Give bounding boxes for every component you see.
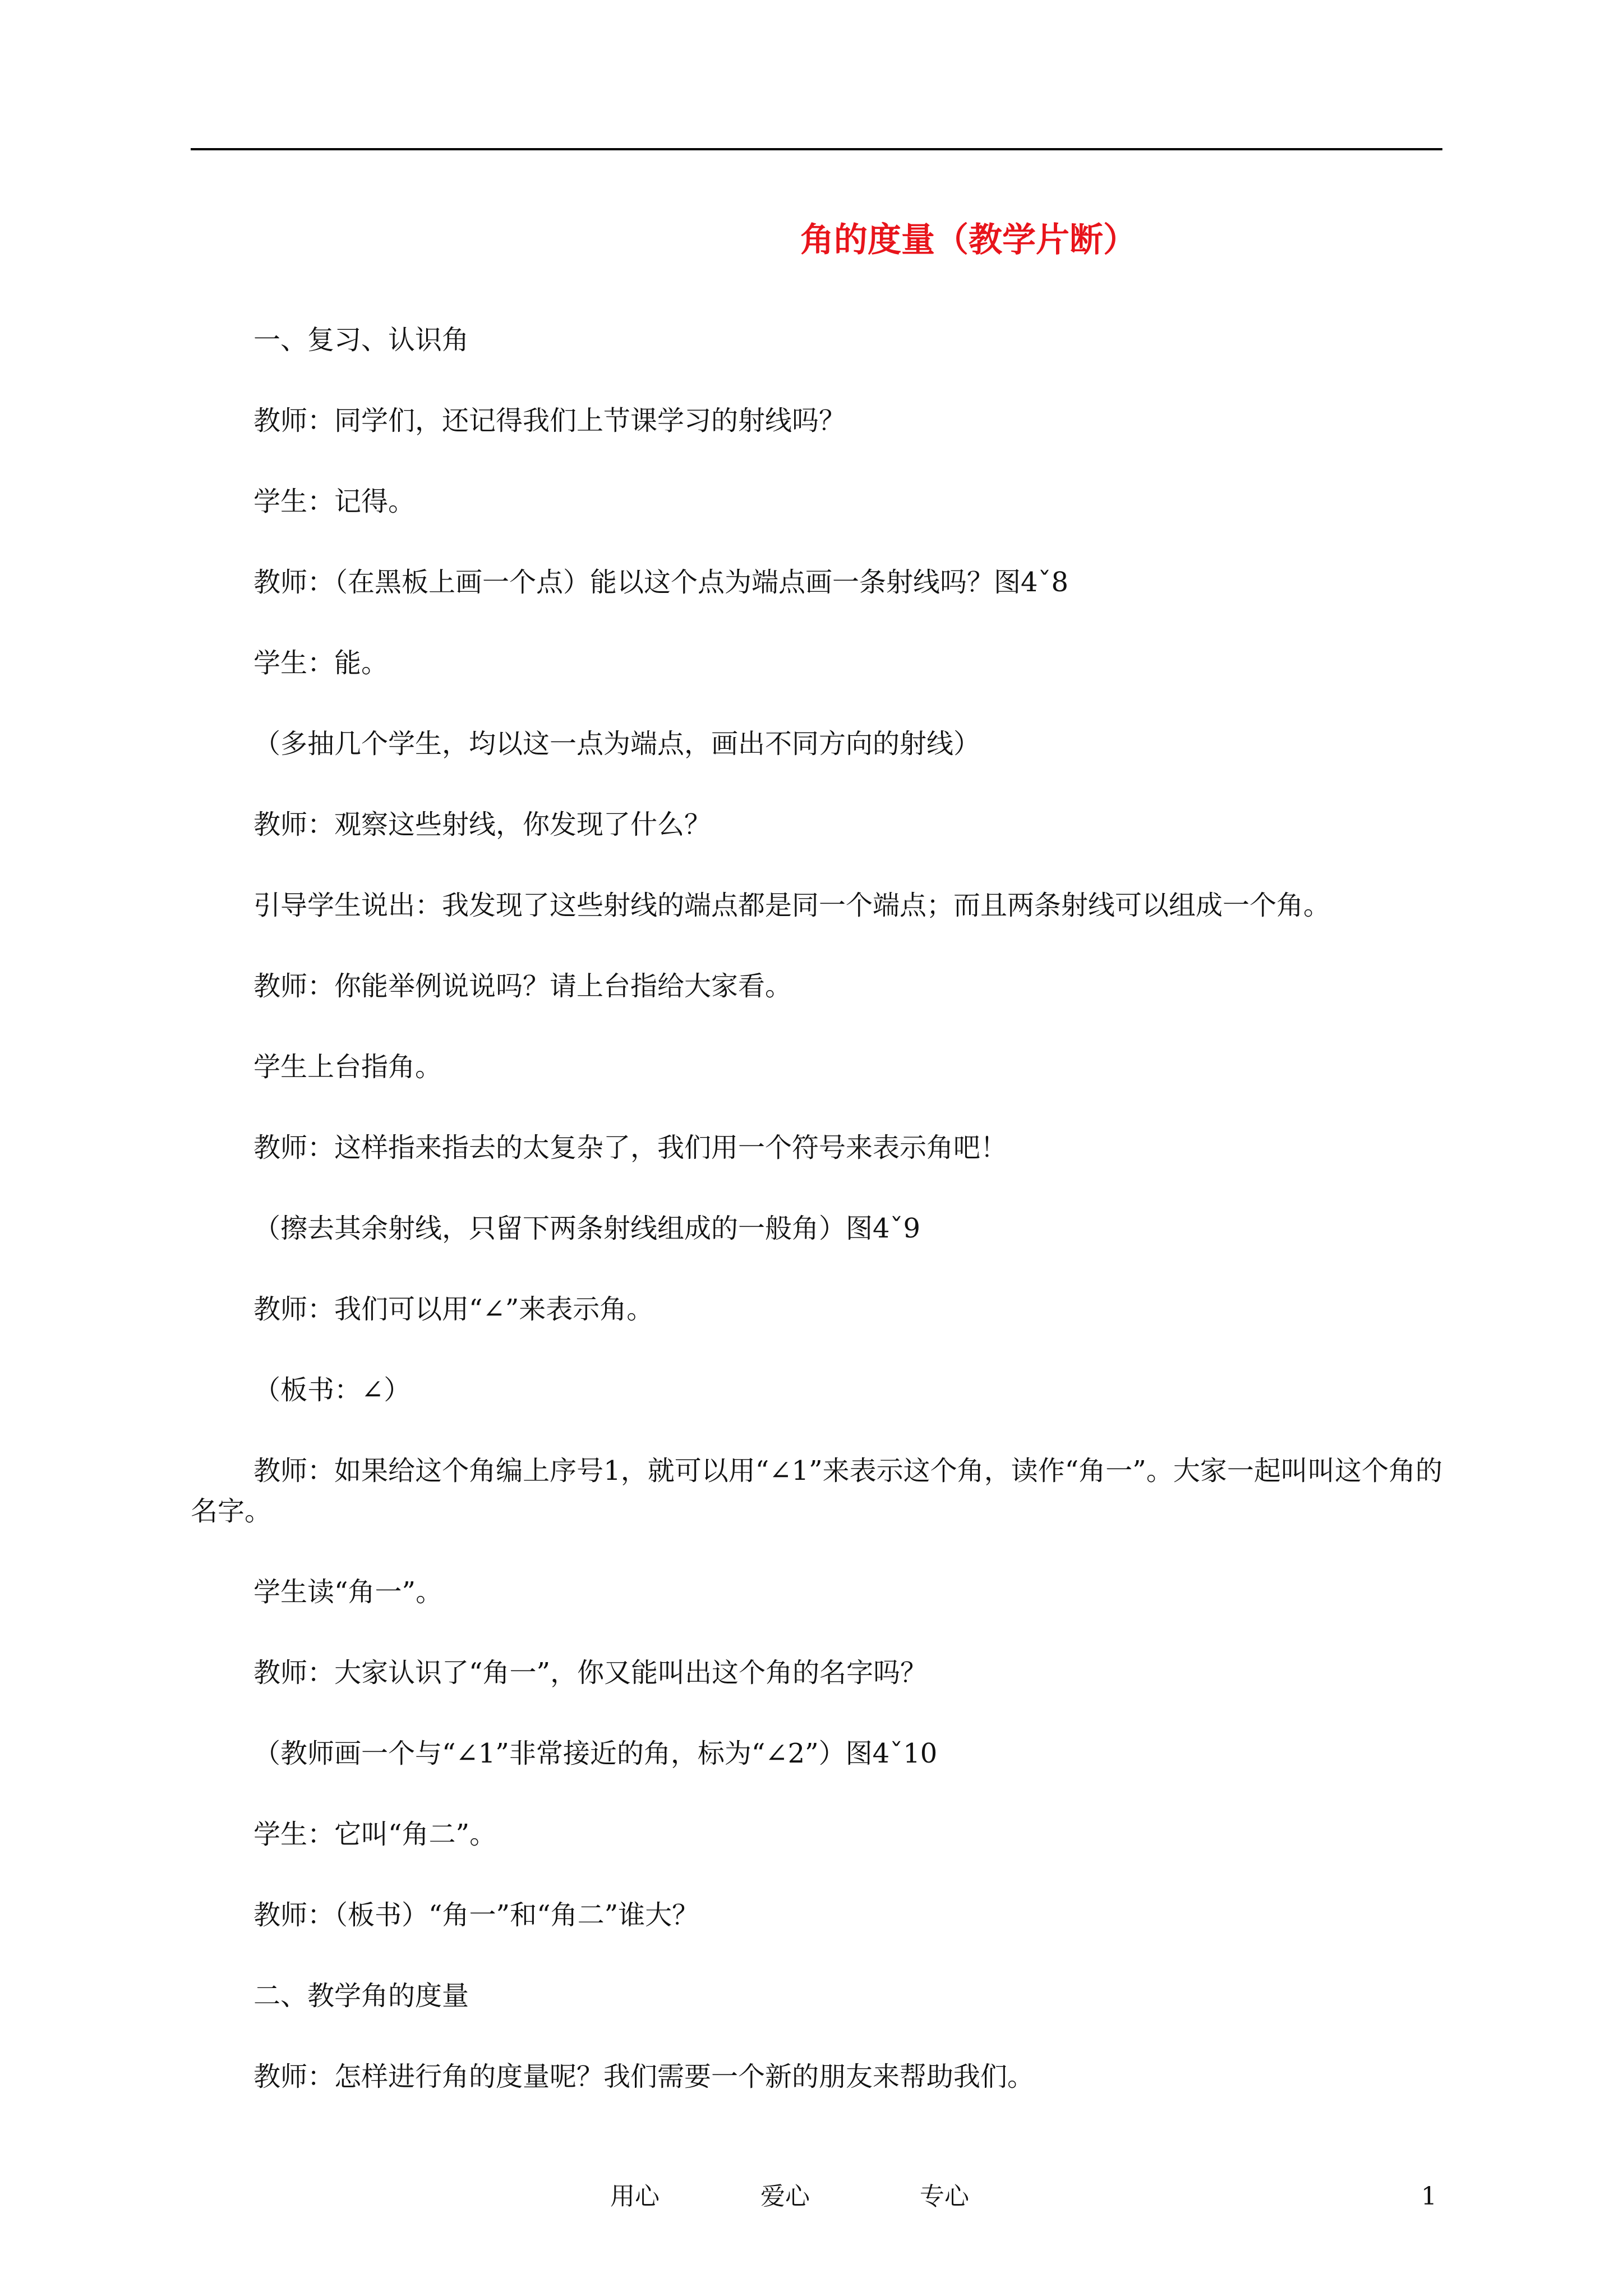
footer-item: 专心 <box>920 2182 969 2211</box>
paragraph: 教师：观察这些射线，你发现了什么？ <box>253 809 712 840</box>
paragraph: 教师：你能举例说说吗？请上台指给大家看。 <box>253 970 792 1002</box>
document-body <box>191 320 1442 2137</box>
paragraph: 教师：怎样进行角的度量呢？我们需要一个新的朋友来帮助我们。 <box>253 2061 1035 2092</box>
paragraph: 学生：能。 <box>253 647 389 679</box>
paragraph: 学生读“角一”。 <box>253 1576 443 1608</box>
paragraph: 教师：（板书）“角一”和“角二”谁大？ <box>253 1899 699 1931</box>
document-title: 角的度量（教学片断） <box>800 220 1137 260</box>
paragraph: 二、教学角的度量 <box>253 1980 469 2012</box>
paragraph: 学生上台指角。 <box>253 1051 442 1083</box>
paragraph: 教师：大家认识了“角一”，你又能叫出这个角的名字吗？ <box>253 1657 928 1688</box>
paragraph: 学生：记得。 <box>253 486 416 517</box>
paragraph: 教师：如果给这个角编上序号1，就可以用“∠1”来表示这个角，读作“角一”。大家一起叫叫这个角的名字。 <box>191 1455 1442 1527</box>
header-rule <box>191 148 1442 150</box>
page-number: 1 <box>1421 2182 1437 2211</box>
footer-item: 爱心 <box>760 2182 810 2211</box>
paragraph: 学生：它叫“角二”。 <box>253 1819 497 1850</box>
paragraph: 教师：这样指来指去的太复杂了，我们用一个符号来表示角吧！ <box>253 1132 1008 1163</box>
paragraph: （教师画一个与“∠1”非常接近的角，标为“∠2”）图4ˇ10 <box>253 1738 938 1769</box>
paragraph: （多抽几个学生，均以这一点为端点，画出不同方向的射线） <box>253 728 981 760</box>
paragraph: 教师：同学们，还记得我们上节课学习的射线吗？ <box>253 405 846 436</box>
paragraph: 一、复习、认识角 <box>253 324 469 356</box>
footer-item: 用心 <box>610 2182 660 2211</box>
paragraph: 教师：（在黑板上画一个点）能以这个点为端点画一条射线吗？图4ˇ8 <box>253 567 1069 598</box>
paragraph: 教师：我们可以用“∠”来表示角。 <box>253 1294 654 1325</box>
paragraph: （板书：∠） <box>253 1374 411 1406</box>
paragraph: （擦去其余射线，只留下两条射线组成的一般角）图4ˇ9 <box>253 1213 921 1244</box>
paragraph: 引导学生说出：我发现了这些射线的端点都是同一个端点；而且两条射线可以组成一个角。 <box>253 890 1331 921</box>
page-footer <box>0 2177 1623 2217</box>
